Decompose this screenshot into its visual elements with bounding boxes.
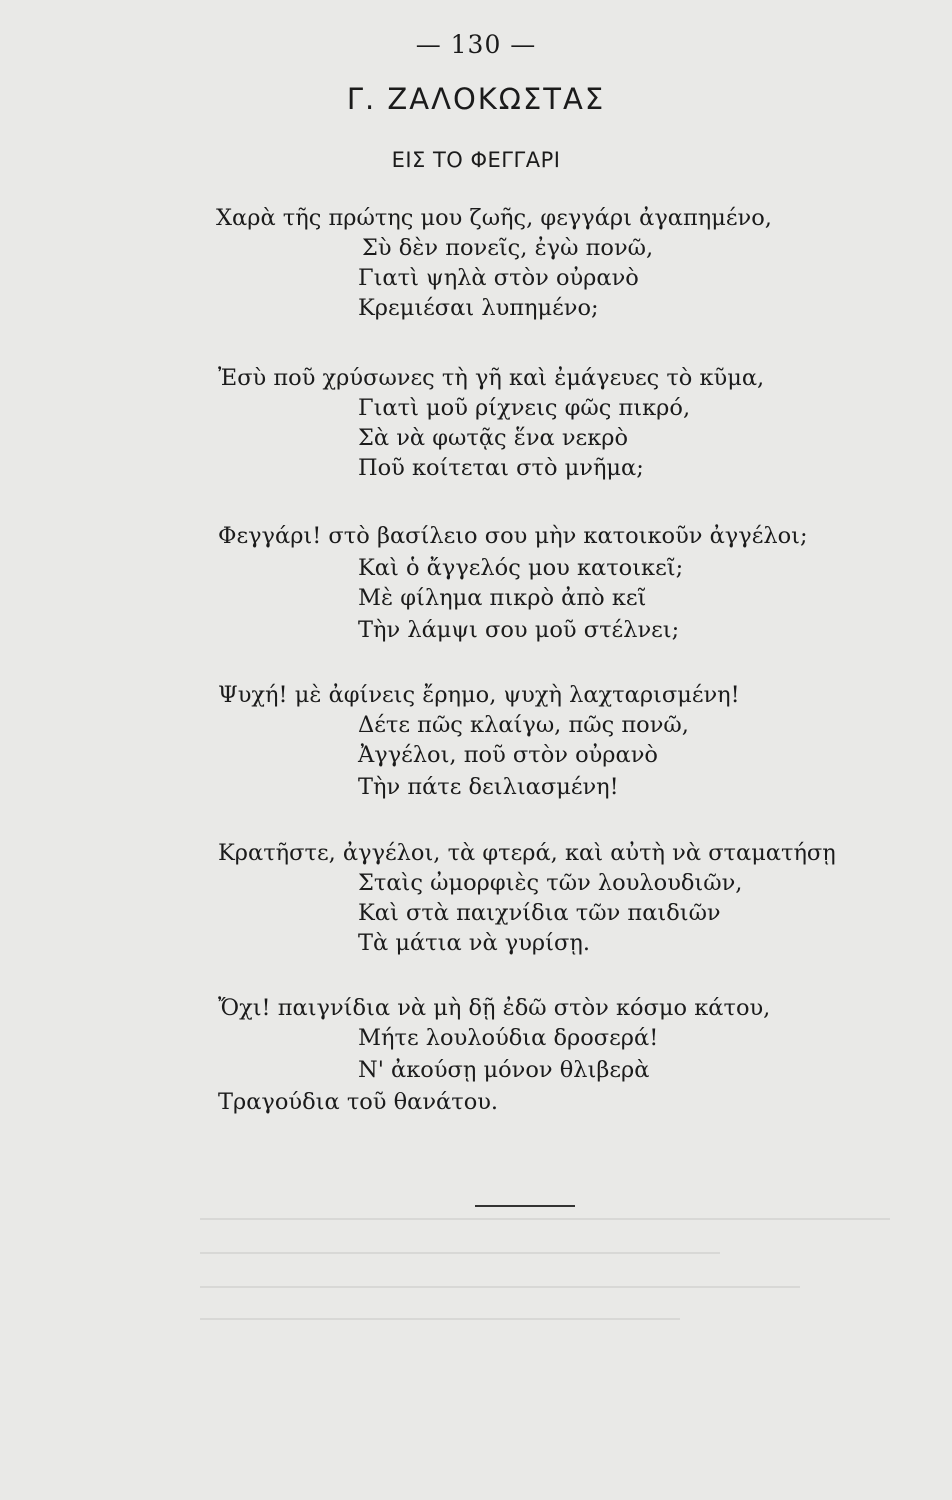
poem-line: Κρατῆστε, ἀγγέλοι, τὰ φτερά, καὶ αὐτὴ νὰ σταματήσῃ (218, 840, 836, 866)
author-heading: Γ. ΖΑΛΟΚΩΣΤΑΣ (346, 82, 606, 116)
section-divider (475, 1205, 575, 1207)
poem-line: Σὺ δὲν πονεῖς, ἐγὼ πονῶ, (362, 235, 654, 261)
poem-line: Καὶ ὁ ἄγγελός μου κατοικεῖ; (358, 555, 684, 581)
poem-line: Τὴν πάτε δειλιασμένη! (358, 774, 619, 800)
poem-line: Τὰ μάτια νὰ γυρίσῃ. (358, 930, 590, 956)
poem-line: Δέτε πῶς κλαίγω, πῶς πονῶ, (358, 712, 689, 738)
poem-line: Ὄχι! παιγνίδια νὰ μὴ δῇ ἐδῶ στὸν κόσμο κάτου, (218, 995, 771, 1021)
poem-line: Γιατὶ ψηλὰ στὸν οὐρανὸ (358, 265, 639, 291)
poem-line: Ν' ἀκούσῃ μόνον θλιβερὰ (358, 1057, 650, 1083)
poem-line: Κρεμιέσαι λυπημένο; (358, 295, 599, 321)
poem-line: Σὰ νὰ φωτᾷς ἕνα νεκρὸ (358, 425, 629, 451)
bleed-through-mark (200, 1286, 800, 1288)
poem-line: Ἐσὺ ποῦ χρύσωνες τὴ γῆ καὶ ἐμάγευες τὸ κῦμα, (218, 365, 765, 391)
bleed-through-mark (200, 1252, 720, 1254)
poem-line: Ψυχή! μὲ ἀφίνεις ἔρημο, ψυχὴ λαχταρισμένη! (218, 682, 740, 708)
poem-line: Τὴν λάμψι σου μοῦ στέλνει; (358, 617, 680, 643)
poem-line: Μὲ φίλημα πικρὸ ἀπὸ κεῖ (358, 585, 647, 611)
poem-line: Ποῦ κοίτεται στὸ μνῆμα; (358, 455, 644, 481)
poem-line: Γιατὶ μοῦ ρίχνεις φῶς πικρό, (358, 395, 691, 421)
poem-title: ΕΙΣ ΤΟ ΦΕΓΓΑΡΙ (391, 148, 561, 172)
poem-line: Χαρὰ τῆς πρώτης μου ζωῆς, φεγγάρι ἀγαπημένο, (216, 205, 772, 231)
bleed-through-mark (200, 1218, 890, 1220)
poem-line: Μήτε λουλούδια δροσερά! (358, 1025, 659, 1051)
poem-line: Φεγγάρι! στὸ βασίλειο σου μὴν κατοικοῦν ἀγγέλοι; (218, 523, 808, 549)
poem-line: Ἀγγέλοι, ποῦ στὸν οὐρανὸ (358, 742, 658, 768)
bleed-through-mark (200, 1318, 680, 1320)
poem-line: Τραγούδια τοῦ θανάτου. (218, 1089, 499, 1115)
poem-line: Καὶ στὰ παιχνίδια τῶν παιδιῶν (358, 900, 721, 926)
poem-line: Σταὶς ὠμορφιὲς τῶν λουλουδιῶν, (358, 870, 743, 896)
page-number: — 130 — (415, 30, 537, 59)
